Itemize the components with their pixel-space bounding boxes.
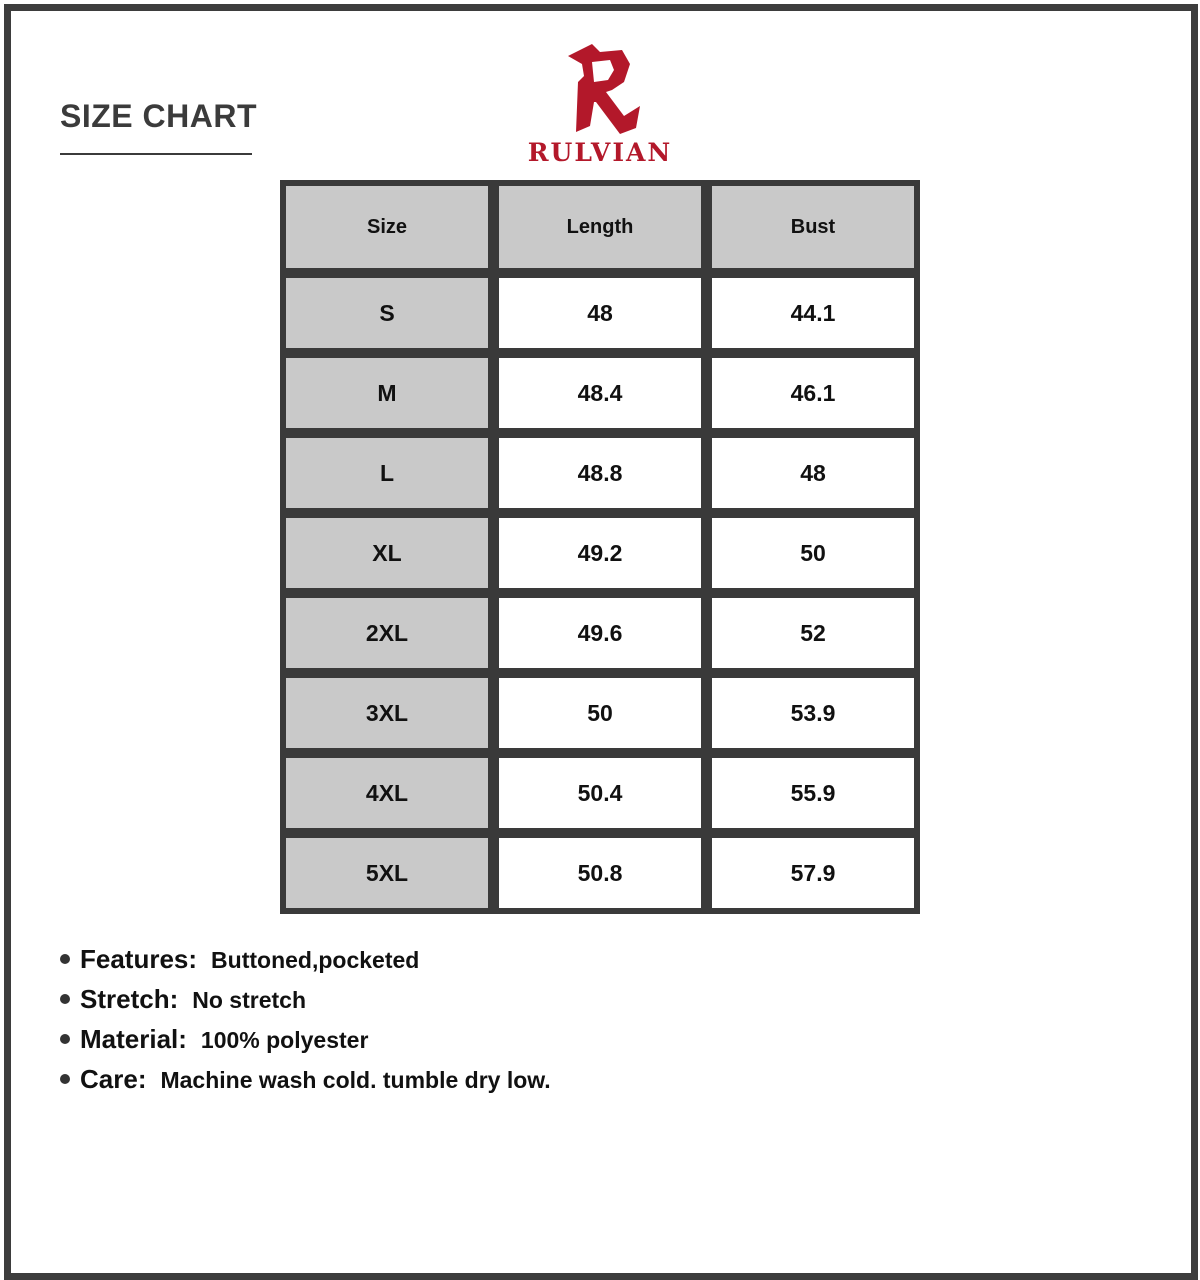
brand-name: RULVIAN (527, 138, 673, 167)
detail-item (60, 1064, 551, 1095)
detail-value: No stretch (192, 987, 306, 1013)
table-cell-bust: 48 (712, 438, 914, 508)
bullet-icon (60, 994, 70, 1004)
detail-value: Buttoned,pocketed (211, 947, 420, 973)
detail-value: Machine wash cold. tumble dry low. (160, 1067, 551, 1093)
table-cell-bust: 44.1 (712, 278, 914, 348)
detail-value: 100% polyester (200, 1027, 369, 1053)
table-cell-length: 48.4 (499, 358, 701, 428)
size-cell: 2XL (286, 598, 488, 668)
column-header-length: Length (499, 186, 701, 268)
brand-logo (520, 42, 680, 167)
detail-item (60, 1024, 368, 1055)
detail-label: Material: (80, 1024, 187, 1054)
table-cell-length: 50.4 (499, 758, 701, 828)
detail-label: Stretch: (80, 984, 179, 1014)
table-cell-length: 49.6 (499, 598, 701, 668)
table-cell-bust: 53.9 (712, 678, 914, 748)
table-cell-bust: 55.9 (712, 758, 914, 828)
size-cell: 4XL (286, 758, 488, 828)
size-cell: L (286, 438, 488, 508)
size-cell: 5XL (286, 838, 488, 908)
size-cell: S (286, 278, 488, 348)
table-cell-length: 48.8 (499, 438, 701, 508)
table-cell-bust: 52 (712, 598, 914, 668)
column-header-size: Size (286, 186, 488, 268)
detail-item (60, 944, 419, 975)
table-cell-length: 49.2 (499, 518, 701, 588)
table-cell-length: 50.8 (499, 838, 701, 908)
size-table (280, 180, 920, 914)
size-cell: XL (286, 518, 488, 588)
table-cell-bust: 50 (712, 518, 914, 588)
table-cell-length: 48 (499, 278, 701, 348)
size-cell: 3XL (286, 678, 488, 748)
page-title: SIZE CHART (60, 98, 257, 134)
bullet-icon (60, 954, 70, 964)
brand-r-mark-icon (562, 42, 640, 134)
detail-label: Care: (80, 1064, 147, 1094)
bullet-icon (60, 1074, 70, 1084)
bullet-icon (60, 1034, 70, 1044)
title-underline (60, 153, 252, 155)
table-cell-bust: 46.1 (712, 358, 914, 428)
table-cell-length: 50 (499, 678, 701, 748)
column-header-bust: Bust (712, 186, 914, 268)
detail-label: Features: (80, 944, 198, 974)
size-cell: M (286, 358, 488, 428)
table-cell-bust: 57.9 (712, 838, 914, 908)
detail-item (60, 984, 306, 1015)
